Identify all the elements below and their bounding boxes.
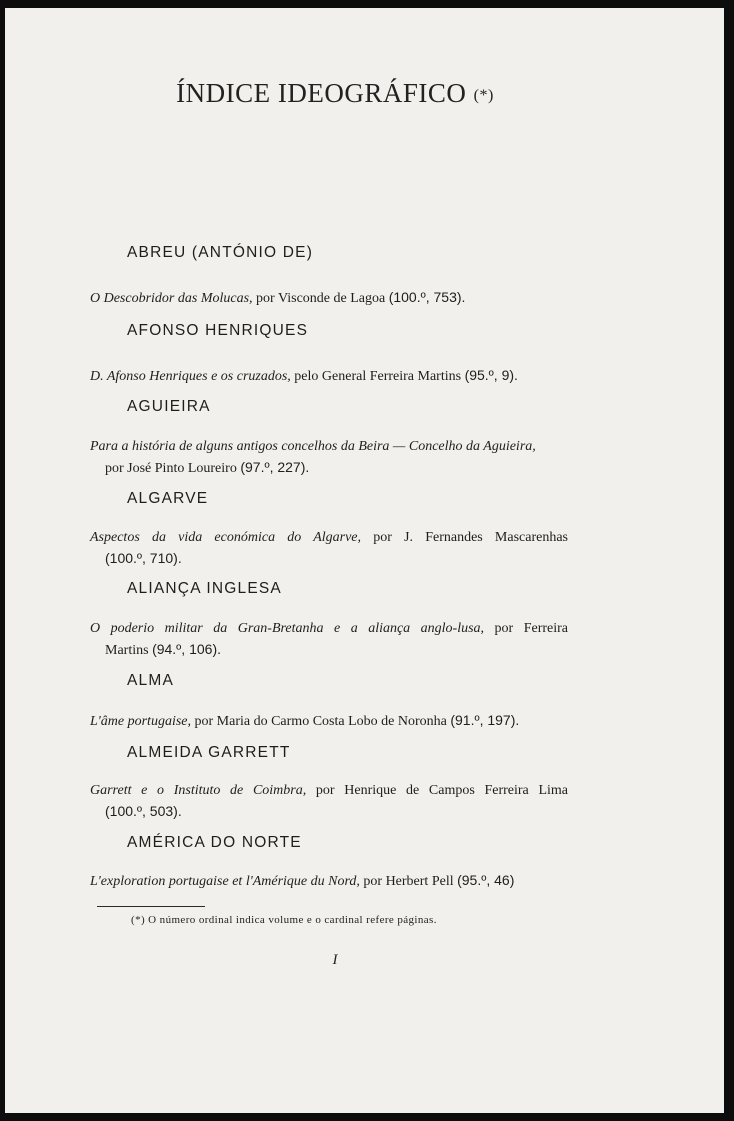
volume-page-ref: (95.º, 9). — [464, 367, 518, 383]
entry-heading: ABREU (ANTÓNIO DE) — [127, 244, 314, 261]
work-title: L'exploration portugaise et l'Amérique du Nord, — [90, 874, 360, 889]
citation-author: por José Pinto Loureiro — [105, 461, 237, 476]
citation-line — [90, 639, 568, 661]
footnote: (*) O número ordinal indica volume e o cardinal refere páginas. — [131, 914, 437, 926]
volume-page-ref: (100.º, 503). — [105, 803, 182, 819]
volume-page-ref: (100.º, 753). — [388, 289, 466, 305]
work-title: Garrett e o Instituto de Coimbra, — [90, 783, 307, 798]
page-number: I — [332, 952, 338, 968]
entry-heading: ALMEIDA GARRETT — [127, 744, 291, 761]
citation-line — [90, 548, 568, 570]
citation-line — [90, 287, 568, 309]
entry-heading: ALMA — [127, 672, 175, 689]
citation-author: pelo General Ferreira Martins — [294, 369, 462, 384]
entry-citation — [90, 528, 568, 570]
entry-heading: AGUIEIRA — [127, 398, 211, 415]
citation-line — [90, 801, 568, 823]
volume-page-ref: (95.º, 46) — [457, 872, 515, 888]
citation-author: por Visconde de Lagoa — [256, 291, 386, 306]
citation-author: por J. Fernandes Mascarenhas — [373, 530, 568, 545]
volume-page-ref: (97.º, 227). — [240, 459, 310, 475]
citation-author: Martins — [105, 643, 149, 658]
entry-citation — [90, 437, 568, 479]
citation-author: por Herbert Pell — [363, 874, 454, 889]
entry-heading: AMÉRICA DO NORTE — [127, 834, 302, 851]
page-title — [5, 78, 665, 109]
work-title: O poderio militar da Gran-Bretanha e a aliança anglo-lusa, — [90, 621, 485, 636]
work-title: Para a história de alguns antigos concelhos da Beira — Concelho da Aguieira, — [90, 439, 536, 454]
document-page — [5, 8, 724, 1113]
volume-page-ref: (91.º, 197). — [450, 712, 520, 728]
entry-heading: ALIANÇA INGLESA — [127, 580, 282, 597]
work-title: L'âme portugaise, — [90, 714, 191, 729]
volume-page-ref: (100.º, 710). — [105, 550, 182, 566]
work-title: O Descobridor das Molucas, — [90, 291, 253, 306]
citation-line — [90, 619, 568, 639]
title-text: ÍNDICE IDEOGRÁFICO — [176, 78, 467, 108]
citation-line — [90, 528, 568, 548]
citation-line — [90, 365, 568, 387]
entry-citation — [90, 619, 568, 661]
citation-author: por Maria do Carmo Costa Lobo de Noronha — [194, 714, 447, 729]
work-title: D. Afonso Henriques e os cruzados, — [90, 369, 291, 384]
work-title: Aspectos da vida económica do Algarve, — [90, 530, 362, 545]
entry-citation — [90, 710, 568, 732]
entry-citation — [90, 781, 568, 823]
entry-citation — [90, 287, 568, 309]
entry-heading: AFONSO HENRIQUES — [127, 322, 309, 339]
citation-author: por Ferreira — [494, 621, 568, 636]
citation-line — [90, 870, 568, 892]
citation-line — [90, 457, 568, 479]
entry-citation — [90, 870, 568, 892]
entry-citation — [90, 365, 568, 387]
citation-line — [90, 781, 568, 801]
entry-heading: ALGARVE — [127, 490, 209, 507]
citation-author: por Henrique de Campos Ferreira Lima — [315, 783, 568, 798]
citation-line — [90, 437, 568, 457]
title-footnote-mark: (*) — [473, 87, 494, 104]
volume-page-ref: (94.º, 106). — [152, 641, 221, 657]
footnote-divider — [97, 906, 205, 907]
citation-line — [90, 710, 568, 732]
